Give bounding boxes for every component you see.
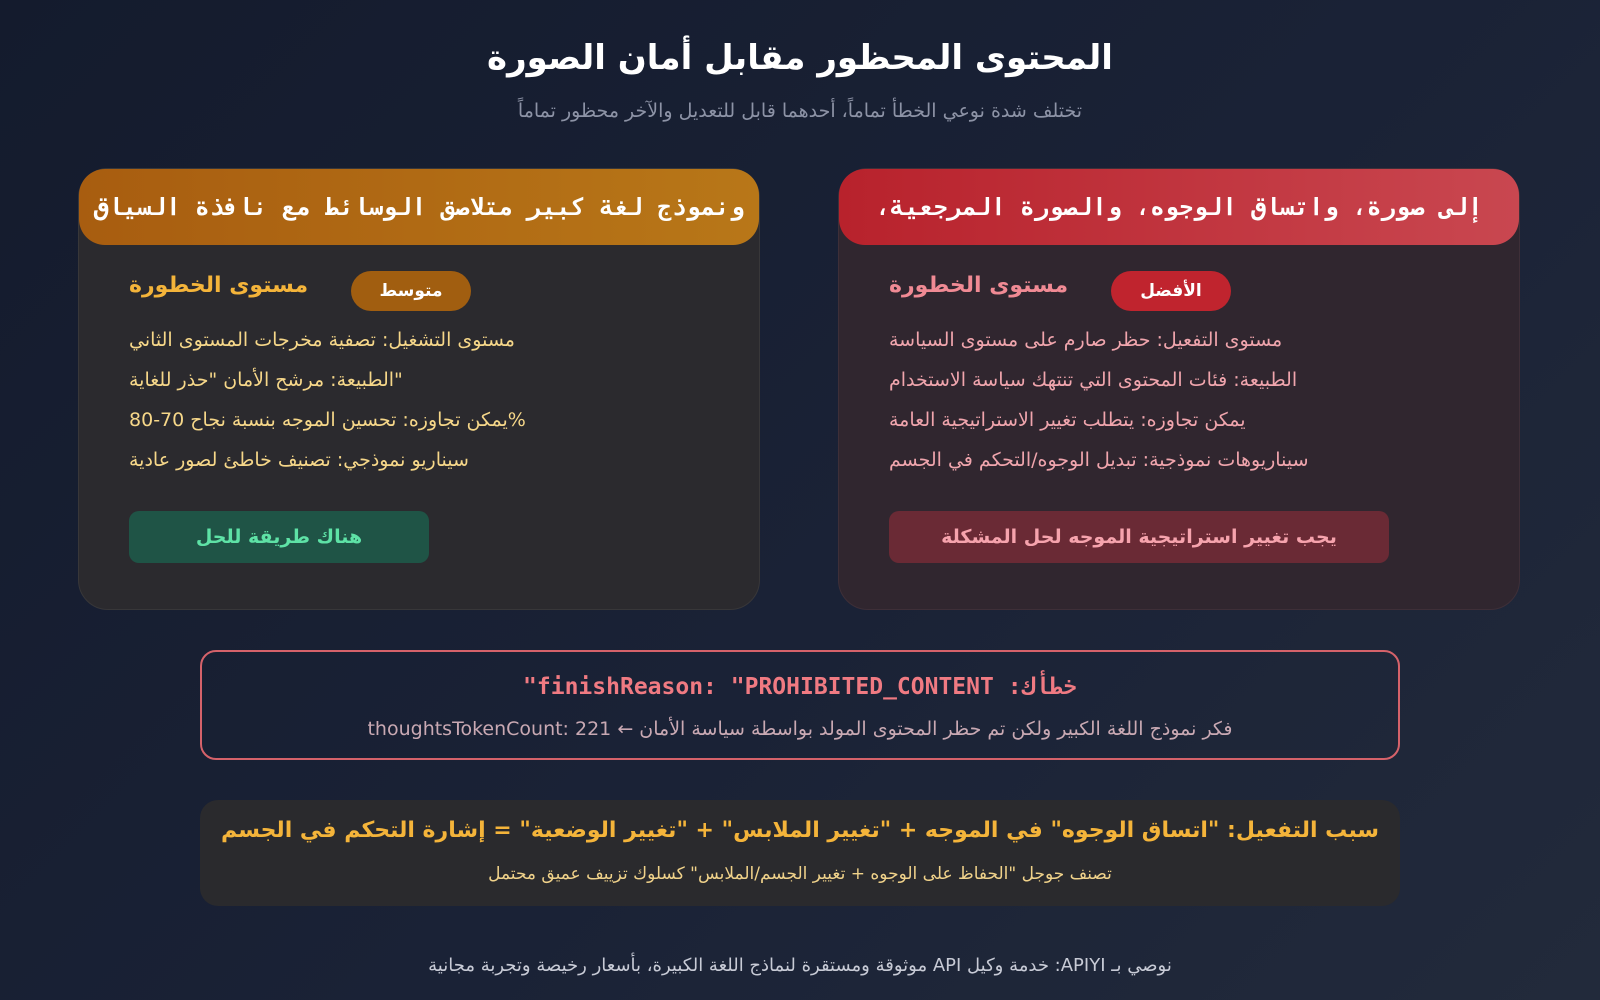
severity-label: مستوى الخطورة <box>129 273 309 298</box>
footer-note: نوصي بـ APIYI: خدمة وكيل API موثوقة ومستقرة لنماذج اللغة الكبيرة، بأسعار رخيصة وتجربة مجانية <box>428 955 1172 976</box>
card-header-text: إلى صورة، واتساق الوجوه، والصورة المرجعية، <box>875 193 1483 221</box>
strategy-change-button[interactable]: يجب تغيير استراتيجية الموجه لحل المشكلة <box>889 511 1389 563</box>
severity-label: مستوى الخطورة <box>889 273 1069 298</box>
card-image-safety <box>78 168 760 610</box>
error-box <box>200 650 1400 760</box>
detail-line: مستوى التفعيل: حظر صارم على مستوى السياسة <box>889 329 1283 351</box>
detail-line: الطبيعة: فئات المحتوى التي تنتهك سياسة الاستخدام <box>889 369 1298 391</box>
card-prohibited-content <box>838 168 1520 610</box>
error-reason: خطأك: finishReason: "PROHIBITED_CONTENT" <box>523 674 1077 700</box>
severity-badge: الأفضل <box>1111 271 1231 311</box>
severity-badge: متوسط <box>351 271 471 311</box>
card-header-text: ونموذج لغة كبير متلاصق الوسائط مع نافذة السياق <box>93 193 745 221</box>
detail-line: "الطبيعة: مرشح الأمان "حذر للغاية <box>129 369 403 391</box>
trigger-box <box>200 800 1400 906</box>
solution-button[interactable]: هناك طريقة للحل <box>129 511 429 563</box>
detail-line: سيناريو نموذجي: تصنيف خاطئ لصور عادية <box>129 449 469 471</box>
detail-line: مستوى التشغيل: تصفية مخرجات المستوى الثاني <box>129 329 515 351</box>
card-header <box>839 169 1519 245</box>
card-header <box>79 169 759 245</box>
detail-line: يمكن تجاوزه: يتطلب تغيير الاستراتيجية العامة <box>889 409 1246 431</box>
page-title: المحتوى المحظور مقابل أمان الصورة <box>487 38 1113 78</box>
trigger-title: سبب التفعيل: "اتساق الوجوه" في الموجه + "تغيير الملابس" + "تغيير الوضعية" = إشارة التحكم في الجسم <box>220 818 1380 843</box>
detail-line: %يمكن تجاوزه: تحسين الموجه بنسبة نجاح 70-80 <box>129 409 526 431</box>
page-subtitle: تختلف شدة نوعي الخطأ تماماً، أحدهما قابل للتعديل والآخر محظور تماماً <box>517 100 1083 122</box>
detail-line: سيناريوهات نموذجية: تبديل الوجوه/التحكم في الجسم <box>889 449 1309 471</box>
error-note: فكر نموذج اللغة الكبير ولكن تم حظر المحتوى المولد بواسطة سياسة الأمان ← thoughtsTokenCount: 221 <box>367 718 1233 740</box>
trigger-note: تصنف جوجل "الحفاظ على الوجوه + تغيير الجسم/الملابس" كسلوك تزييف عميق محتمل <box>488 864 1112 884</box>
